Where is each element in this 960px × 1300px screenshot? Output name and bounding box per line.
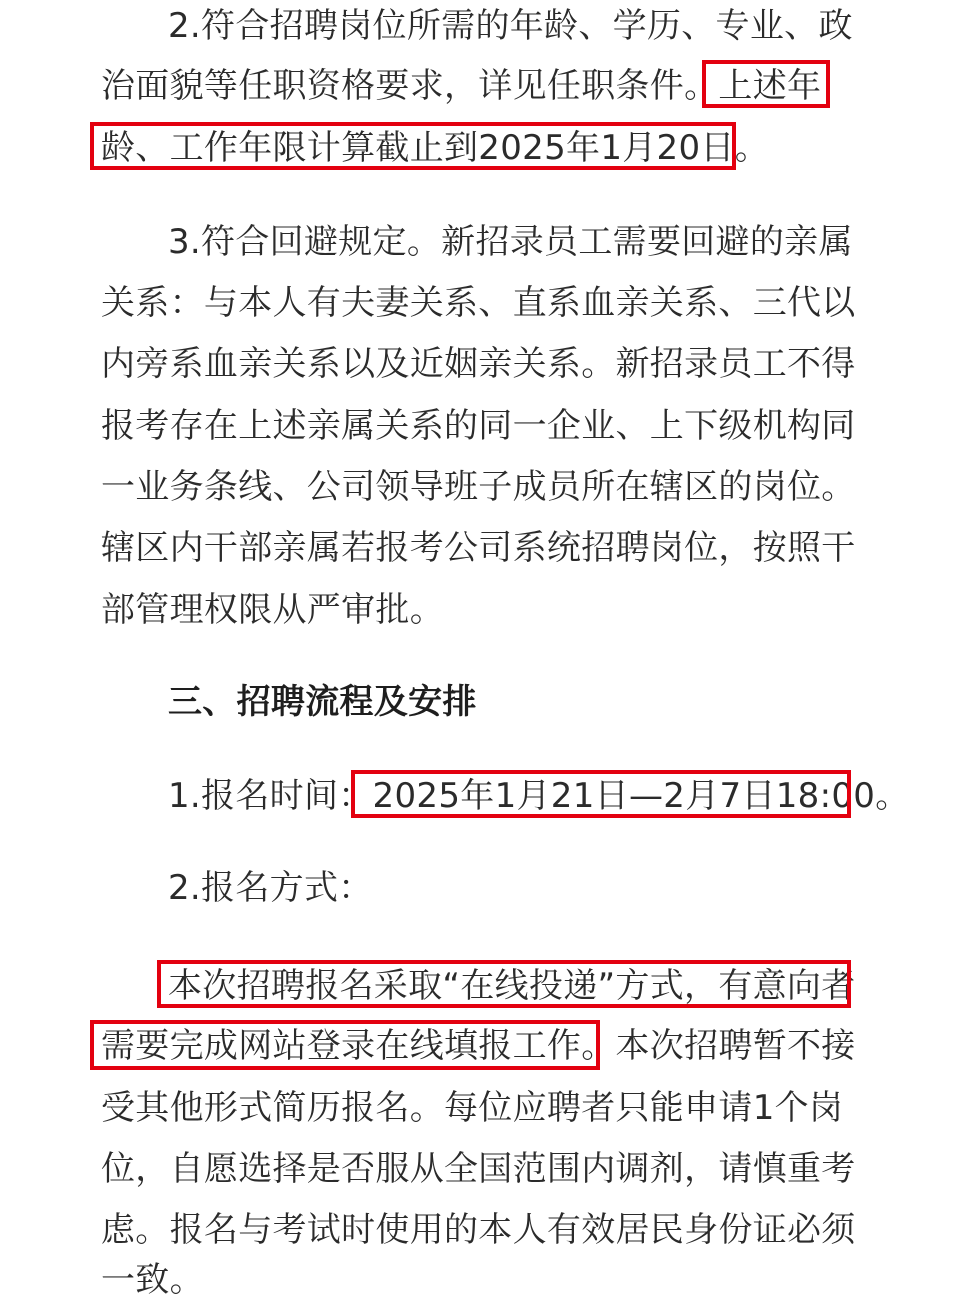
paragraph-line: 虑。报名与考试时使用的本人有效居民身份证必须 bbox=[101, 1210, 856, 1250]
highlighted-text: 2025年1月21日—2月7日18:00。 bbox=[372, 776, 910, 816]
paragraph-line: 位，自愿选择是否服从全国范围内调剂，请慎重考 bbox=[101, 1149, 856, 1189]
item-label: 1.报名时间： bbox=[168, 776, 373, 816]
highlighted-text: 上述年 bbox=[718, 66, 822, 106]
highlighted-text: 需要完成网站登录在线填报工作。 bbox=[101, 1026, 616, 1066]
paragraph-line: 部管理权限从严审批。 bbox=[101, 590, 444, 630]
paragraph-line bbox=[101, 1026, 856, 1066]
paragraph-line: 一致。 bbox=[101, 1260, 204, 1300]
paragraph-line: 受其他形式简历报名。每位应聘者只能申请1个岗 bbox=[101, 1088, 844, 1128]
paragraph-line: 2.符合招聘岗位所需的年龄、学历、专业、政 bbox=[168, 6, 853, 46]
paragraph-line: 辖区内干部亲属若报考公司系统招聘岗位，按照干 bbox=[101, 528, 856, 568]
paragraph-line: 内旁系血亲关系以及近姻亲关系。新招录员工不得 bbox=[101, 344, 856, 384]
paragraph-line: 一业务条线、公司领导班子成员所在辖区的岗位。 bbox=[101, 467, 856, 507]
highlighted-text: 本次招聘报名采取“在线投递”方式，有意向者 bbox=[168, 966, 856, 1006]
paragraph-text: 本次招聘暂不接 bbox=[615, 1026, 856, 1066]
paragraph-line: 3.符合回避规定。新招录员工需要回避的亲属 bbox=[168, 222, 853, 262]
paragraph-text: 治面貌等任职资格要求，详见任职条件。 bbox=[101, 66, 719, 106]
registration-time bbox=[168, 776, 910, 816]
paragraph-line: 关系：与本人有夫妻关系、直系血亲关系、三代以 bbox=[101, 283, 856, 323]
section-heading: 三、招聘流程及安排 bbox=[168, 682, 477, 722]
paragraph-line: 报考存在上述亲属关系的同一企业、上下级机构同 bbox=[101, 406, 856, 446]
highlighted-text: 龄、工作年限计算截止到2025年1月20日。 bbox=[101, 128, 770, 168]
paragraph-line bbox=[101, 66, 821, 106]
registration-method-label: 2.报名方式： bbox=[168, 868, 373, 908]
